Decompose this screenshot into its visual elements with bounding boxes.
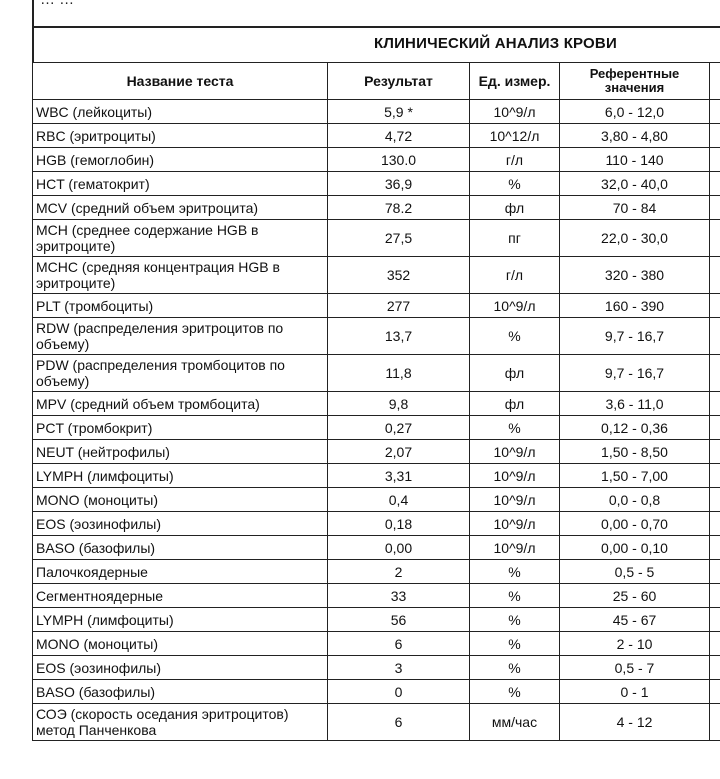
result-cell: 3,31	[328, 464, 470, 488]
table-row	[33, 416, 720, 440]
unit-cell: %	[470, 172, 560, 196]
result-cell: 0,4	[328, 488, 470, 512]
test-name-cell: СОЭ (скорость оседания эритроцитов) метод Панченкова	[33, 704, 328, 741]
result-cell: 0,00	[328, 536, 470, 560]
edge-cell	[710, 464, 720, 488]
table-row	[33, 608, 720, 632]
edge-cell	[710, 355, 720, 392]
test-name-cell: BASO (базофилы)	[33, 536, 328, 560]
edge-cell	[710, 584, 720, 608]
edge-cell	[710, 656, 720, 680]
edge-cell	[710, 560, 720, 584]
report-header-strip	[32, 0, 720, 28]
table-row	[33, 318, 720, 355]
col-header-name: Название теста	[33, 63, 328, 100]
edge-cell	[710, 680, 720, 704]
reference-cell: 160 - 390	[560, 294, 710, 318]
edge-cell	[710, 608, 720, 632]
edge-cell	[710, 220, 720, 257]
table-row	[33, 172, 720, 196]
edge-cell	[710, 416, 720, 440]
table-row	[33, 124, 720, 148]
test-name-cell: MCH (среднее содержание HGB в эритроците)	[33, 220, 328, 257]
edge-cell	[710, 257, 720, 294]
reference-cell: 1,50 - 7,00	[560, 464, 710, 488]
reference-cell: 110 - 140	[560, 148, 710, 172]
title-row	[32, 28, 720, 62]
reference-cell: 32,0 - 40,0	[560, 172, 710, 196]
reference-cell: 22,0 - 30,0	[560, 220, 710, 257]
result-cell: 11,8	[328, 355, 470, 392]
unit-cell: %	[470, 680, 560, 704]
unit-cell: фл	[470, 355, 560, 392]
reference-cell: 9,7 - 16,7	[560, 355, 710, 392]
test-name-cell: MPV (средний объем тромбоцита)	[33, 392, 328, 416]
reference-cell: 9,7 - 16,7	[560, 318, 710, 355]
edge-cell	[710, 294, 720, 318]
unit-cell: 10^12/л	[470, 124, 560, 148]
table-row	[33, 220, 720, 257]
unit-cell: г/л	[470, 257, 560, 294]
edge-cell	[710, 124, 720, 148]
unit-cell: мм/час	[470, 704, 560, 741]
reference-cell: 1,50 - 8,50	[560, 440, 710, 464]
test-name-cell: MONO (моноциты)	[33, 488, 328, 512]
reference-cell: 0,00 - 0,10	[560, 536, 710, 560]
reference-cell: 4 - 12	[560, 704, 710, 741]
edge-cell	[710, 704, 720, 741]
table-row	[33, 464, 720, 488]
reference-cell: 0,12 - 0,36	[560, 416, 710, 440]
test-name-cell: MCV (средний объем эритроцита)	[33, 196, 328, 220]
unit-cell: %	[470, 656, 560, 680]
table-row	[33, 488, 720, 512]
test-name-cell: BASO (базофилы)	[33, 680, 328, 704]
unit-cell: фл	[470, 392, 560, 416]
test-name-cell: EOS (эозинофилы)	[33, 656, 328, 680]
table-row	[33, 512, 720, 536]
unit-cell: пг	[470, 220, 560, 257]
test-name-cell: PCT (тромбокрит)	[33, 416, 328, 440]
test-name-cell: MONO (моноциты)	[33, 632, 328, 656]
result-cell: 277	[328, 294, 470, 318]
unit-cell: 10^9/л	[470, 440, 560, 464]
table-body	[33, 100, 720, 741]
unit-cell: фл	[470, 196, 560, 220]
result-cell: 4,72	[328, 124, 470, 148]
table-row	[33, 392, 720, 416]
table-row	[33, 680, 720, 704]
result-cell: 2	[328, 560, 470, 584]
result-cell: 13,7	[328, 318, 470, 355]
unit-cell: 10^9/л	[470, 464, 560, 488]
table-row	[33, 704, 720, 741]
reference-cell: 0,5 - 5	[560, 560, 710, 584]
reference-cell: 70 - 84	[560, 196, 710, 220]
reference-cell: 25 - 60	[560, 584, 710, 608]
test-name-cell: RBC (эритроциты)	[33, 124, 328, 148]
reference-cell: 0 - 1	[560, 680, 710, 704]
result-cell: 2,07	[328, 440, 470, 464]
edge-cell	[710, 632, 720, 656]
edge-cell	[710, 172, 720, 196]
unit-cell: 10^9/л	[470, 294, 560, 318]
table-row	[33, 440, 720, 464]
test-name-cell: PDW (распределения тромбоцитов по объему)	[33, 355, 328, 392]
edge-cell	[710, 512, 720, 536]
unit-cell: %	[470, 608, 560, 632]
unit-cell: %	[470, 632, 560, 656]
test-name-cell: Сегментноядерные	[33, 584, 328, 608]
reference-cell: 0,00 - 0,70	[560, 512, 710, 536]
unit-cell: г/л	[470, 148, 560, 172]
reference-cell: 2 - 10	[560, 632, 710, 656]
result-cell: 0,27	[328, 416, 470, 440]
result-cell: 352	[328, 257, 470, 294]
result-cell: 9,8	[328, 392, 470, 416]
unit-cell: %	[470, 560, 560, 584]
reference-cell: 6,0 - 12,0	[560, 100, 710, 124]
result-cell: 0	[328, 680, 470, 704]
reference-cell: 0,0 - 0,8	[560, 488, 710, 512]
reference-cell: 45 - 67	[560, 608, 710, 632]
table-row	[33, 148, 720, 172]
edge-cell	[710, 318, 720, 355]
test-name-cell: PLT (тромбоциты)	[33, 294, 328, 318]
edge-cell	[710, 488, 720, 512]
unit-cell: %	[470, 584, 560, 608]
table-row	[33, 584, 720, 608]
table-row	[33, 294, 720, 318]
edge-cell	[710, 536, 720, 560]
test-name-cell: NEUT (нейтрофилы)	[33, 440, 328, 464]
reference-cell: 0,5 - 7	[560, 656, 710, 680]
col-header-unit: Ед. измер.	[470, 63, 560, 100]
table-row	[33, 632, 720, 656]
test-name-cell: WBC (лейкоциты)	[33, 100, 328, 124]
result-cell: 78.2	[328, 196, 470, 220]
unit-cell: %	[470, 416, 560, 440]
table-row	[33, 100, 720, 124]
result-cell: 27,5	[328, 220, 470, 257]
col-header-reference: Референтные значения	[560, 63, 710, 100]
result-cell: 6	[328, 704, 470, 741]
table-row	[33, 355, 720, 392]
page-title: КЛИНИЧЕСКИЙ АНАЛИЗ КРОВИ	[374, 35, 617, 52]
table-header-row	[33, 63, 720, 100]
result-cell: 36,9	[328, 172, 470, 196]
test-name-cell: MCHC (средняя концентрация HGB в эритроците)	[33, 257, 328, 294]
edge-cell	[710, 148, 720, 172]
reference-cell: 3,80 - 4,80	[560, 124, 710, 148]
blood-test-table	[32, 62, 720, 741]
table-row	[33, 257, 720, 294]
col-header-result: Результат	[328, 63, 470, 100]
result-cell: 130.0	[328, 148, 470, 172]
edge-cell	[710, 392, 720, 416]
result-cell: 3	[328, 656, 470, 680]
result-cell: 5,9 *	[328, 100, 470, 124]
test-name-cell: HGB (гемоглобин)	[33, 148, 328, 172]
col-header-edge	[710, 63, 720, 100]
reference-cell: 320 - 380	[560, 257, 710, 294]
unit-cell: 10^9/л	[470, 536, 560, 560]
table-row	[33, 196, 720, 220]
test-name-cell: EOS (эозинофилы)	[33, 512, 328, 536]
unit-cell: %	[470, 318, 560, 355]
result-cell: 6	[328, 632, 470, 656]
test-name-cell: RDW (распределения эритроцитов по объему)	[33, 318, 328, 355]
edge-cell	[710, 196, 720, 220]
result-cell: 33	[328, 584, 470, 608]
result-cell: 56	[328, 608, 470, 632]
reference-cell: 3,6 - 11,0	[560, 392, 710, 416]
table-row	[33, 560, 720, 584]
header-cut-text	[40, 0, 74, 8]
table-row	[33, 536, 720, 560]
unit-cell: 10^9/л	[470, 100, 560, 124]
result-cell: 0,18	[328, 512, 470, 536]
test-name-cell: LYMPH (лимфоциты)	[33, 608, 328, 632]
edge-cell	[710, 100, 720, 124]
test-name-cell: LYMPH (лимфоциты)	[33, 464, 328, 488]
edge-cell	[710, 440, 720, 464]
table-row	[33, 656, 720, 680]
test-name-cell: HCT (гематокрит)	[33, 172, 328, 196]
test-name-cell: Палочкоядерные	[33, 560, 328, 584]
unit-cell: 10^9/л	[470, 512, 560, 536]
unit-cell: 10^9/л	[470, 488, 560, 512]
